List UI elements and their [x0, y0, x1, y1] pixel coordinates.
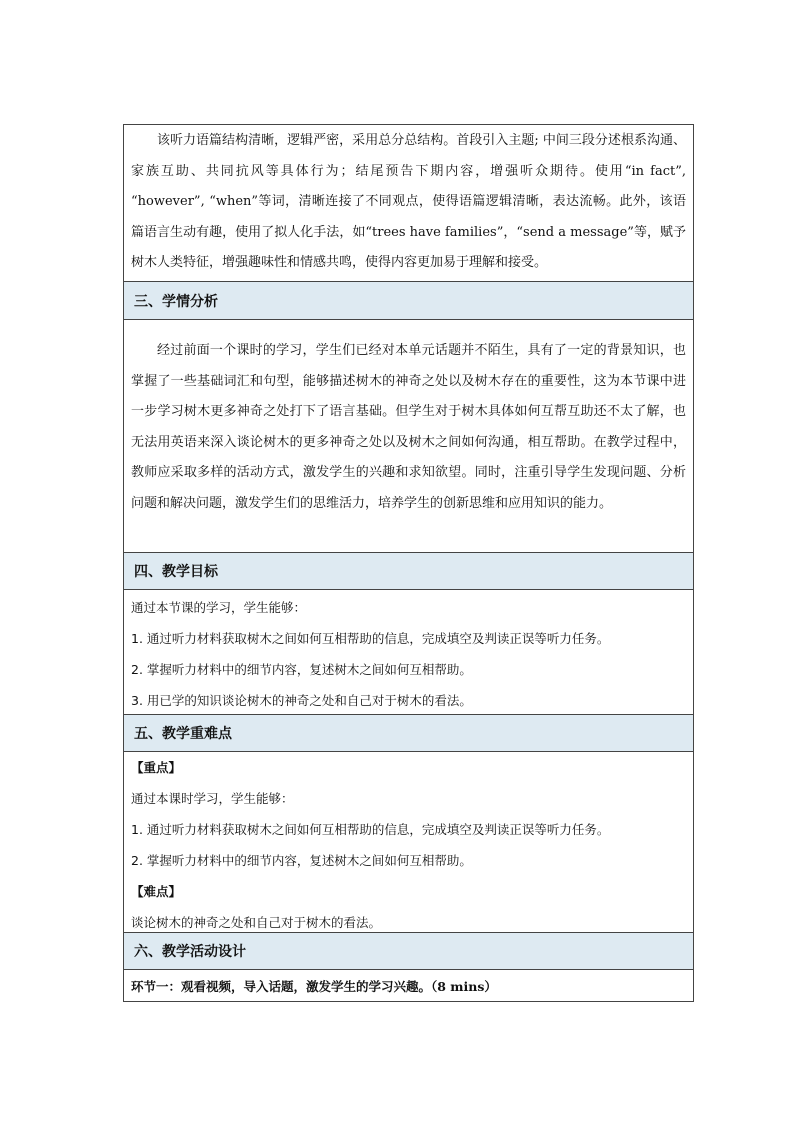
goal-item: 1. 通过听力材料获取树木之间如何互相帮助的信息，完成填空及判读正误等听力任务。 — [131, 631, 610, 646]
section-title: 六、教学活动设计 — [134, 944, 246, 960]
goal-item: 3. 用已学的知识谈论树木的神奇之处和自己对于树木的看法。 — [131, 693, 472, 708]
activity-step-1 — [124, 970, 693, 1001]
section-title: 四、教学目标 — [134, 564, 218, 580]
teaching-goals-cell — [124, 590, 693, 715]
key-label: 【重点】 — [131, 760, 182, 775]
section-title: 三、学情分析 — [134, 293, 218, 310]
goals-intro: 通过本节课的学习，学生能够： — [131, 600, 307, 615]
listening-analysis-paragraph: 该听力语篇结构清晰，逻辑严密，采用总分总结构。首段引入主题; 中间三段分述根系沟通、家族互助、共同抗风等具体行为；结尾预告下期内容，增强听众期待。使用“in fact”, “however”, “when”等词，清晰连接了不同观点，使得语篇逻辑清晰，表达流畅。此外，该语篇语言生动有趣，使用了拟人化手法，如“trees have families”，“send a message”等，赋予树木人类特征，增强趣味性和情感共鸣，使得内容更加易于理解和接受。 — [131, 133, 686, 270]
lesson-plan-table — [123, 124, 694, 1002]
goal-item: 2. 掌握听力材料中的细节内容，复述树木之间如何互相帮助。 — [131, 662, 472, 677]
section-title: 五、教学重难点 — [134, 726, 232, 742]
difficult-label: 【难点】 — [131, 884, 182, 899]
section-header-key-points — [124, 715, 693, 752]
key-item: 1. 通过听力材料获取树木之间如何互相帮助的信息，完成填空及判读正误等听力任务。 — [131, 822, 610, 837]
student-analysis-cell — [124, 320, 693, 553]
section-header-activity-design — [124, 933, 693, 970]
activity-step-text: 环节一：观看视频，导入话题，激发学生的学习兴趣。（8 mins） — [131, 978, 497, 994]
key-intro: 通过本课时学习，学生能够： — [131, 791, 294, 806]
student-analysis-paragraph: 经过前面一个课时的学习，学生们已经对本单元话题并不陌生，具有了一定的背景知识，也掌握了一些基础词汇和句型，能够描述树木的神奇之处以及树木存在的重要性，这为本节课中进一步学习树木更多神奇之处打下了语言基础。但学生对于树木具体如何互帮互助还不太了解，也无法用英语来深入谈论树木的更多神奇之处以及树木之间如何沟通，相互帮助。在教学过程中，教师应采取多样的活动方式，激发学生的兴趣和求知欲望。同时，注重引导学生发现问题、分析问题和解决问题，激发学生们的思维活力，培养学生的创新思维和应用知识的能力。 — [131, 343, 686, 511]
listening-text-analysis-cell — [124, 125, 693, 282]
key-points-cell — [124, 752, 693, 933]
section-header-teaching-goals — [124, 553, 693, 590]
key-item: 2. 掌握听力材料中的细节内容，复述树木之间如何互相帮助。 — [131, 853, 472, 868]
difficult-text: 谈论树木的神奇之处和自己对于树木的看法。 — [131, 915, 382, 930]
section-header-student-analysis — [124, 282, 693, 320]
